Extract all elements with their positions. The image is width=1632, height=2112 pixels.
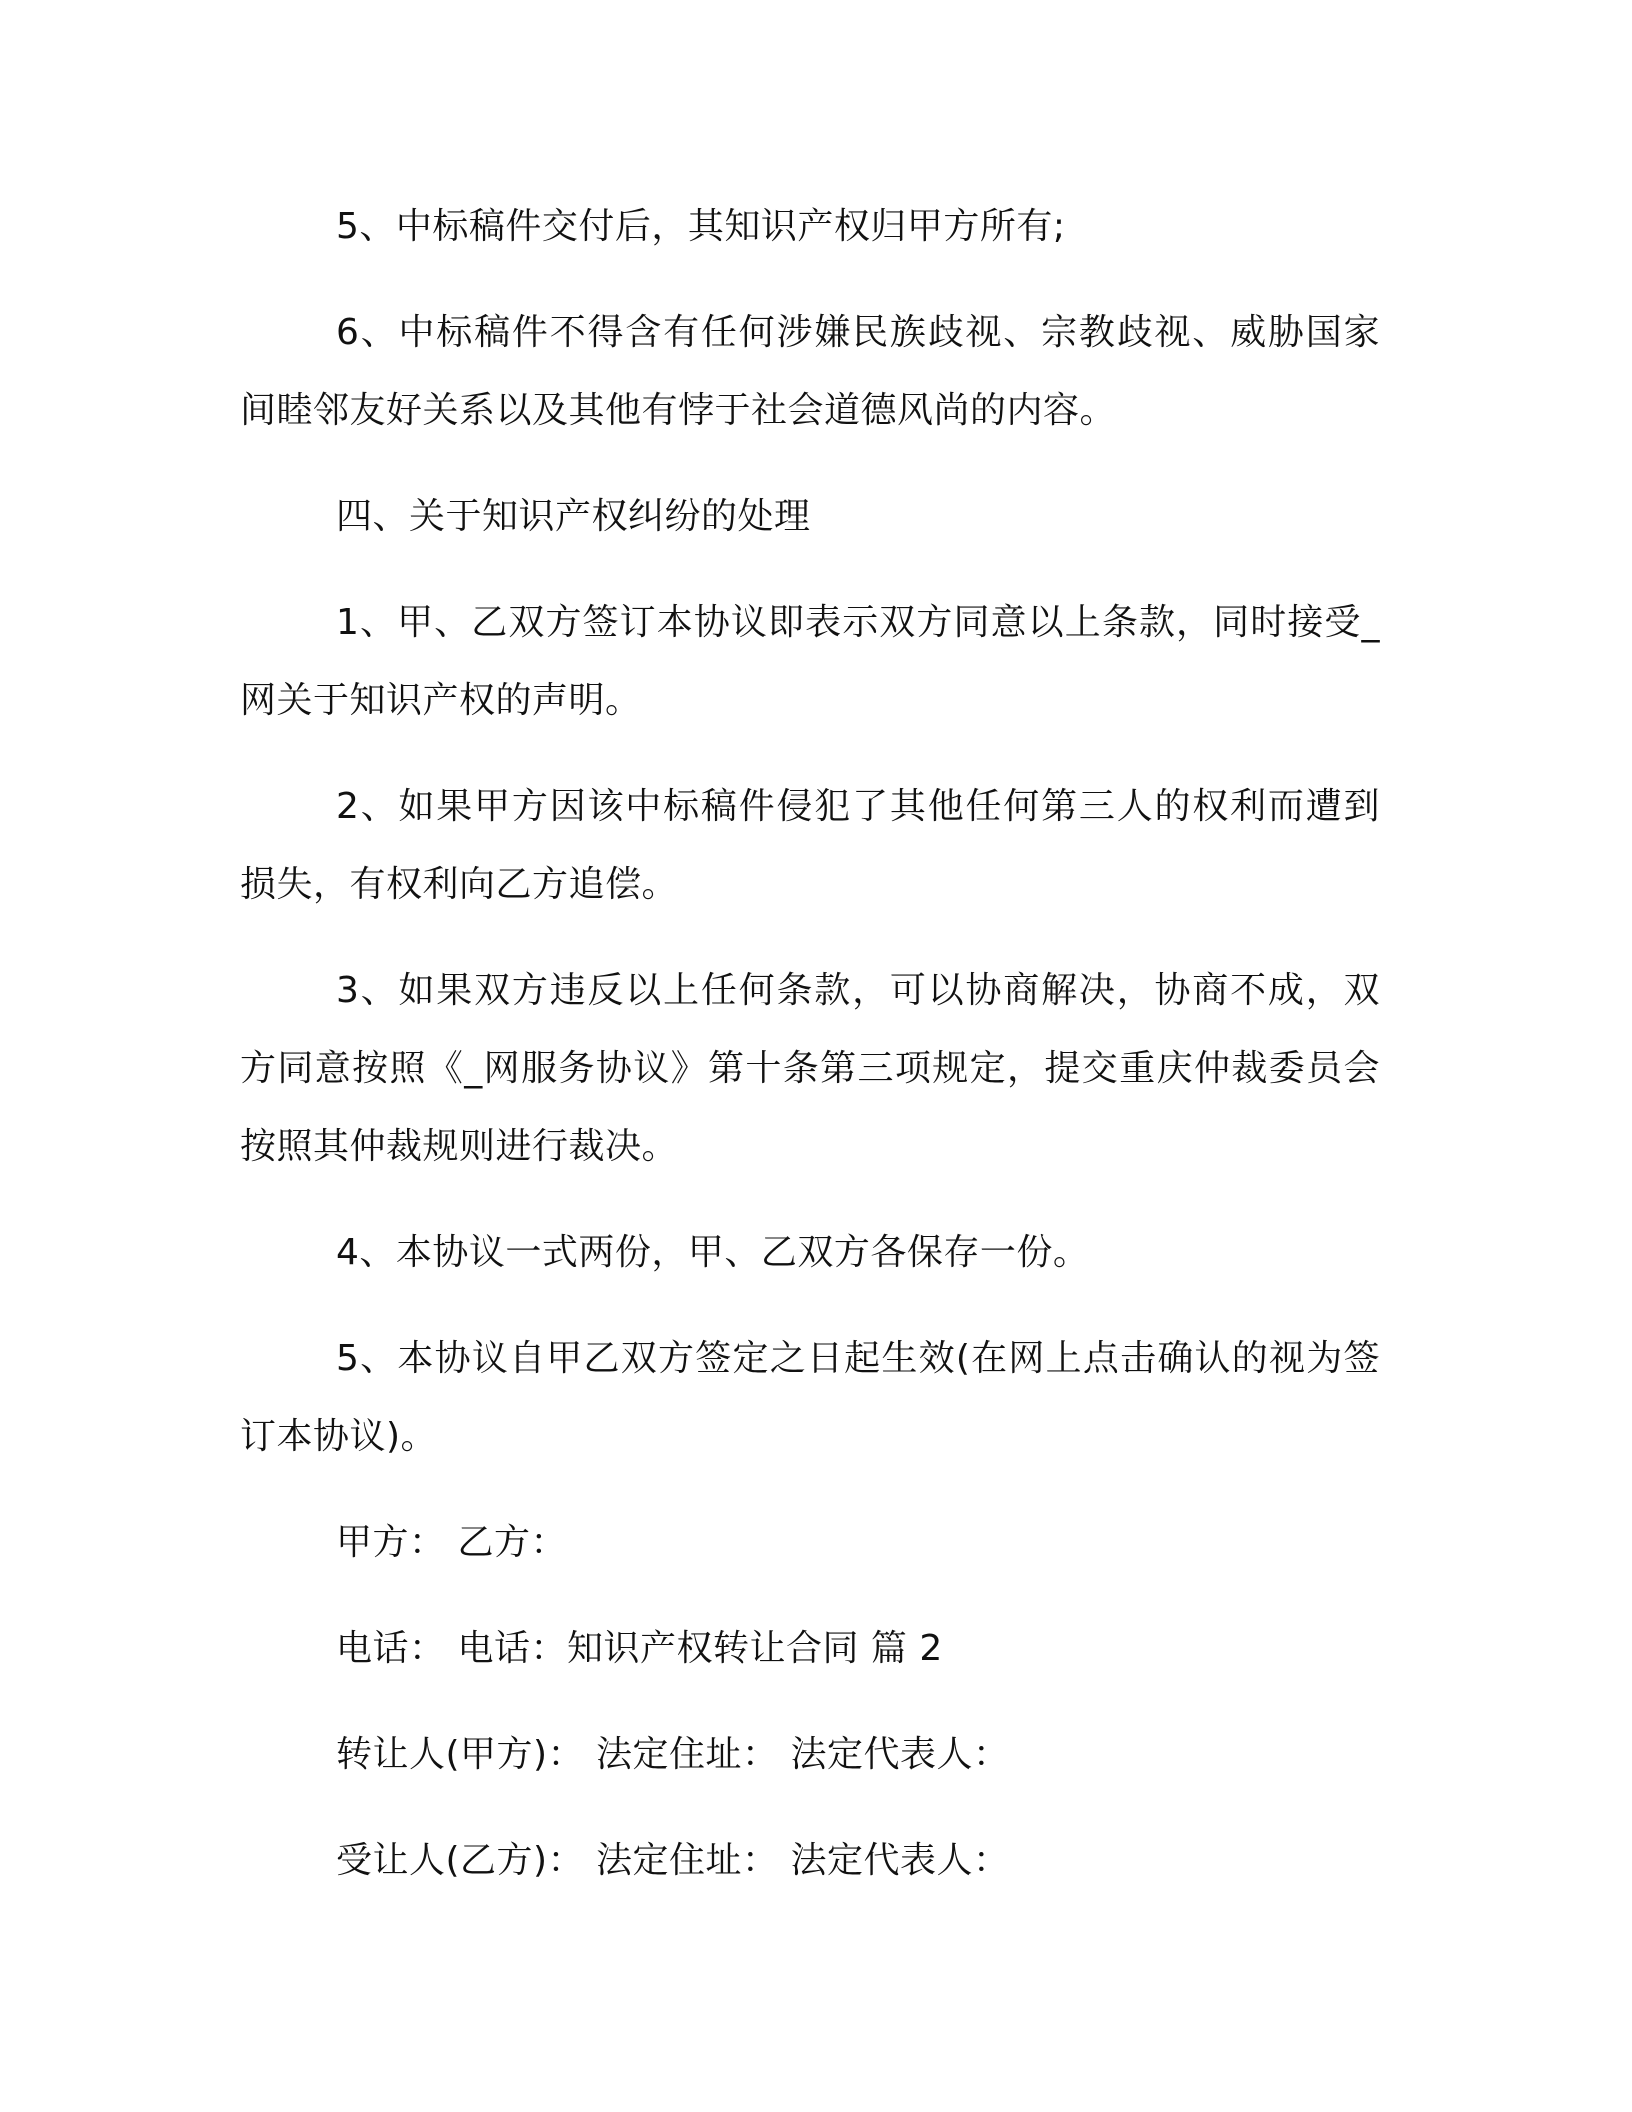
- phone-line: 电话： 电话：知识产权转让合同 篇 2: [336, 1628, 943, 1669]
- section-4-clause-3: 3、如果双方违反以上任何条款，可以协商解决，协商不成，双方同意按照《_网服务协议》第十条第三项规定，提交重庆仲裁委员会按照其仲裁规则进行裁决。: [240, 970, 1380, 1167]
- document-body: [240, 188, 1380, 1900]
- section-4-clause-1: 1、甲、乙双方签订本协议即表示双方同意以上条款，同时接受_网关于知识产权的声明。: [240, 602, 1380, 721]
- transferor-line: 转让人(甲方)： 法定住址： 法定代表人：: [336, 1734, 1010, 1775]
- clause-6-content-restriction: 6、中标稿件不得含有任何涉嫌民族歧视、宗教歧视、威胁国家间睦邻友好关系以及其他有悖于社会道德风尚的内容。: [240, 312, 1380, 431]
- section-4-heading: 四、关于知识产权纠纷的处理: [336, 496, 811, 537]
- section-4-clause-4: 4、本协议一式两份，甲、乙双方各保存一份。: [336, 1232, 1090, 1273]
- section-4-clause-5: 5、本协议自甲乙双方签定之日起生效(在网上点击确认的视为签订本协议)。: [240, 1338, 1380, 1457]
- party-line: 甲方： 乙方：: [336, 1522, 567, 1563]
- section-4-clause-2: 2、如果甲方因该中标稿件侵犯了其他任何第三人的权利而遭到损失，有权利向乙方追偿。: [240, 786, 1380, 905]
- transferee-line: 受让人(乙方)： 法定住址： 法定代表人：: [336, 1840, 1010, 1881]
- clause-5-ownership: 5、中标稿件交付后，其知识产权归甲方所有;: [336, 206, 1066, 247]
